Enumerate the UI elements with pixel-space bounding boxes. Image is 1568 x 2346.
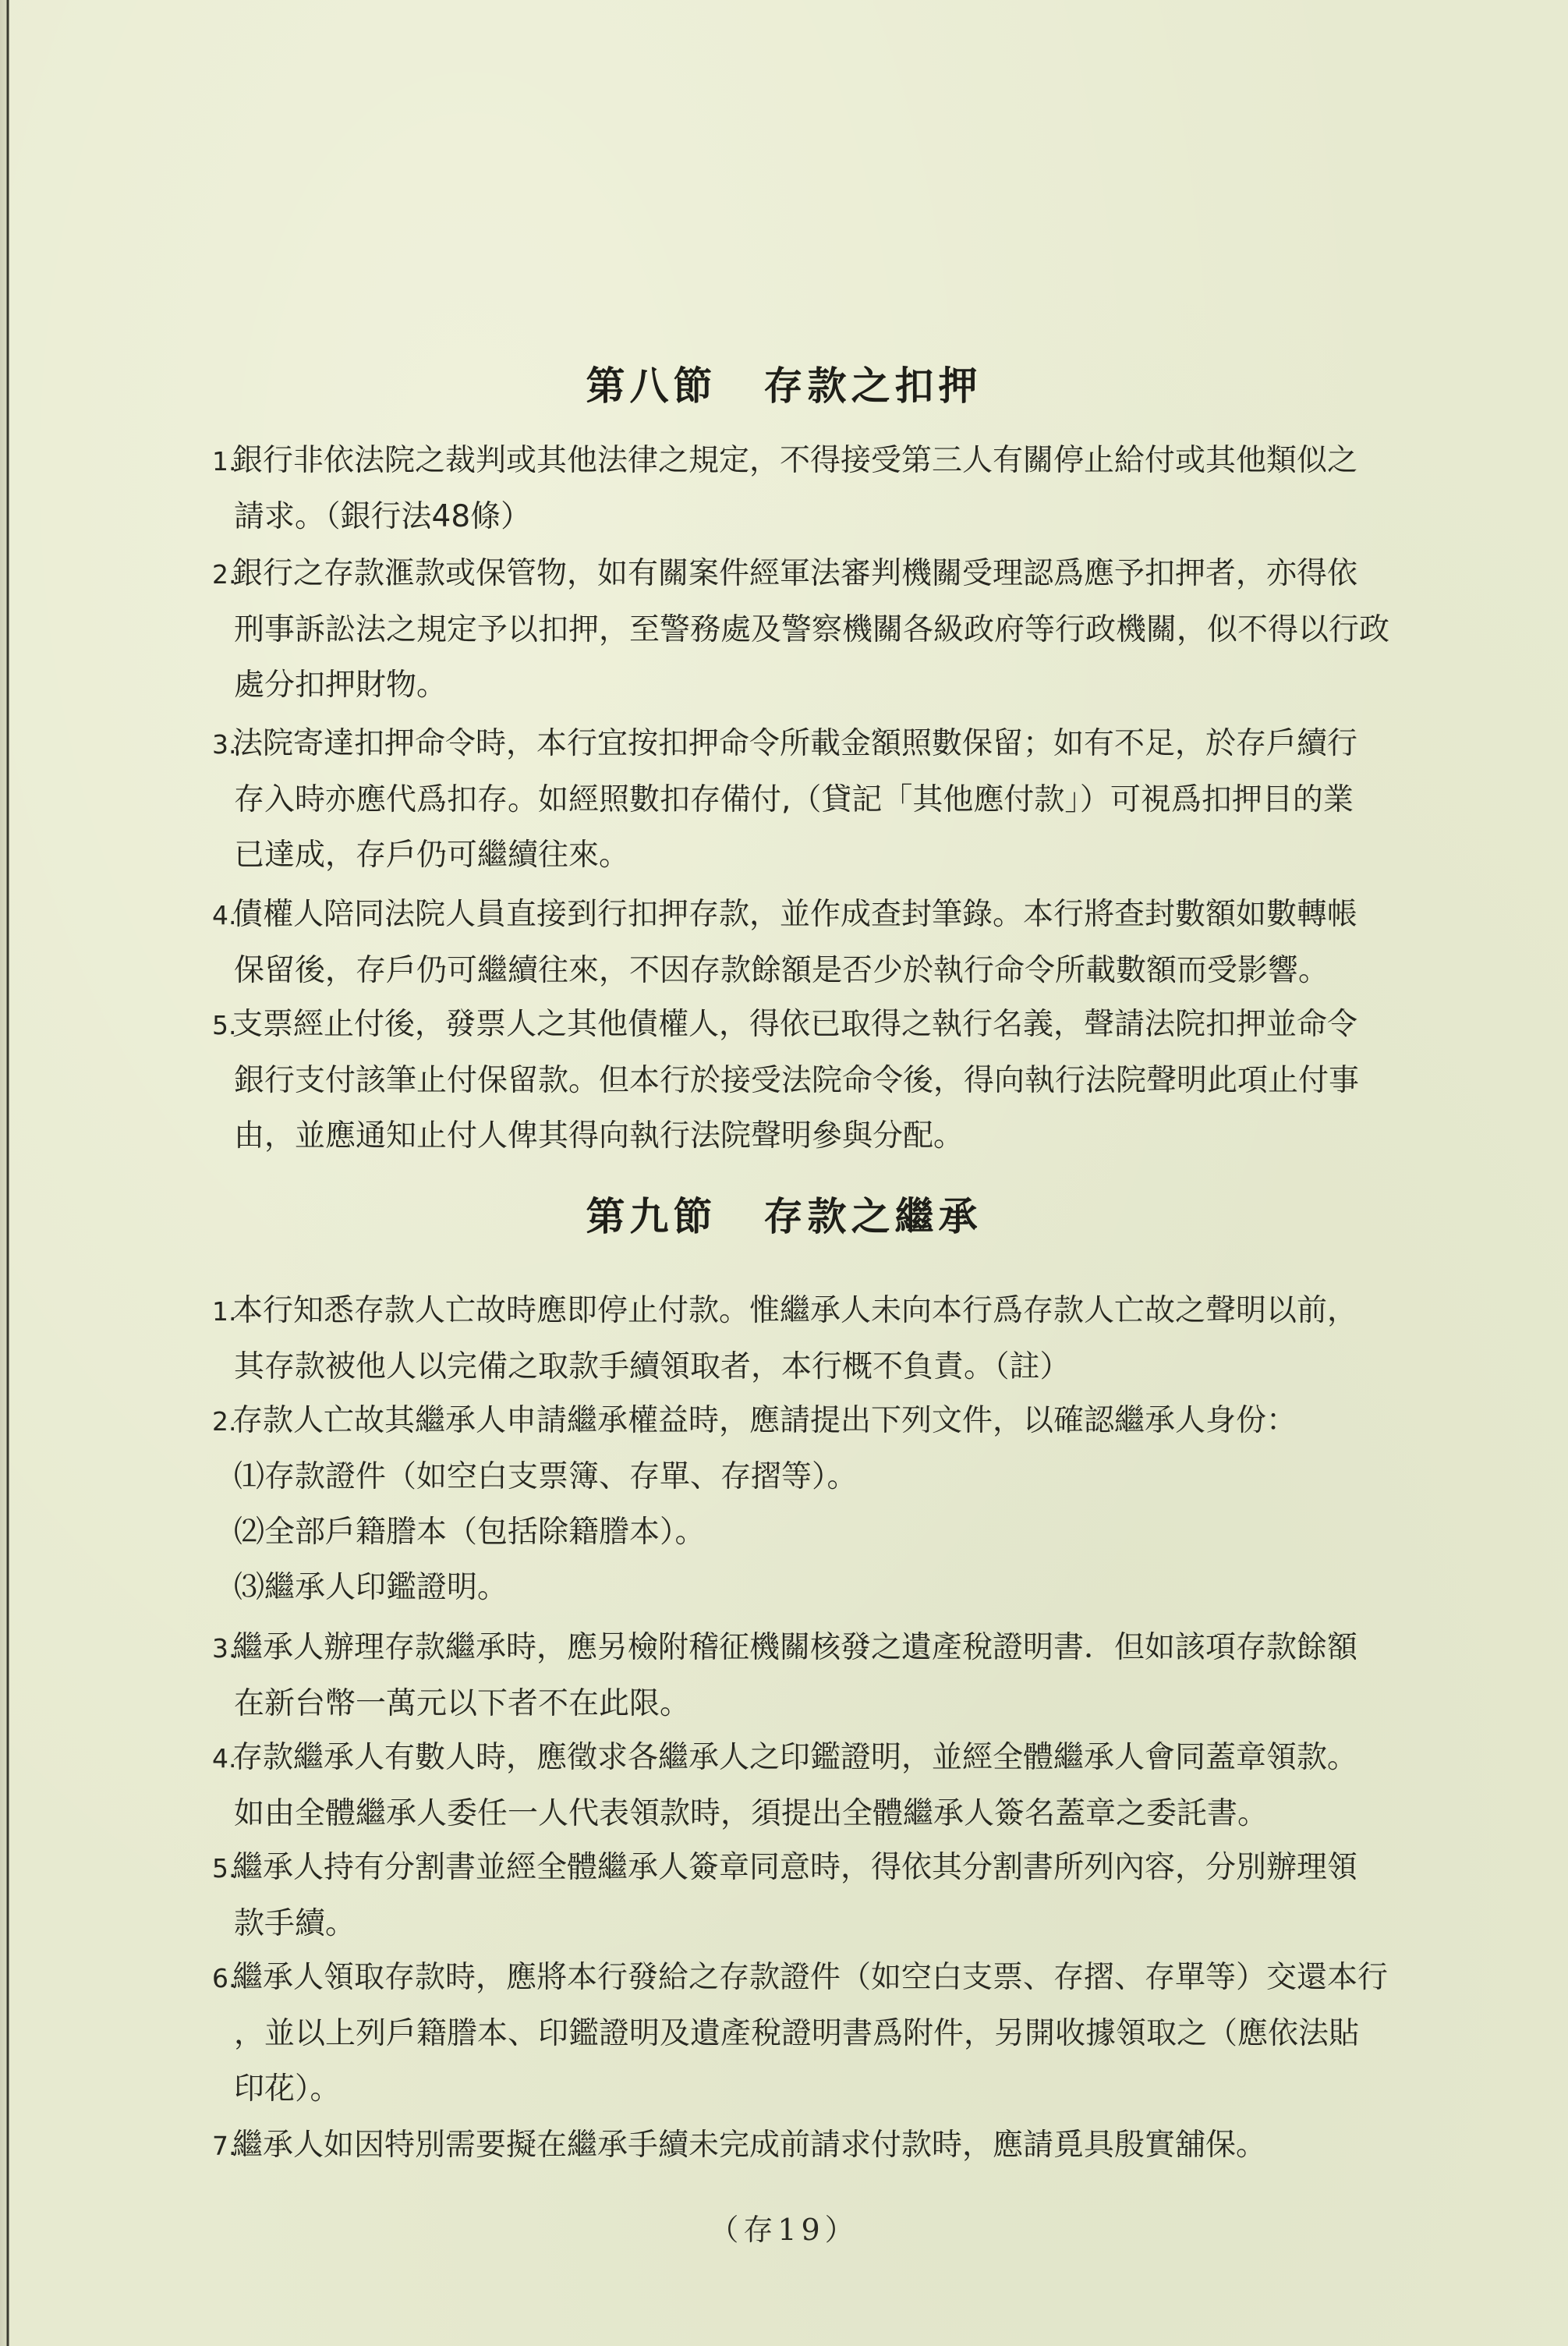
list-item-text: 在新台幣一萬元以下者不在此限。 (234, 1686, 691, 1721)
list-item-line (215, 1896, 1408, 1951)
list-item-text: 款手續。 (234, 1906, 356, 1941)
list-item-line (215, 827, 1408, 883)
list-item-line (215, 943, 1408, 998)
list-item-number: 5. (212, 1010, 237, 1040)
list-item (212, 1393, 1408, 1615)
list-item-line (212, 1393, 1408, 1449)
list-item (212, 2117, 1408, 2174)
list-item (212, 1283, 1408, 1394)
list-item-line (215, 1560, 1408, 1615)
list-item-number: 3. (212, 729, 237, 760)
list-item-line (215, 772, 1408, 827)
list-item-text: 保留後，存戶仍可繼續往來，不因存款餘額是否少於執行命令所載數額而受影響。 (234, 953, 1329, 988)
section-8-number: 第八節 (586, 363, 717, 409)
section-9-heading (0, 1185, 1568, 1242)
list-item-line (212, 716, 1408, 772)
page-binding-edge (0, 0, 9, 2346)
list-item-text: ⑶繼承人印鑑證明。 (234, 1570, 508, 1605)
list-item (212, 1730, 1408, 1841)
list-item-number: 1. (212, 1296, 237, 1327)
list-item (212, 1620, 1408, 1731)
list-item-text: 由，並應通知止付人俾其得向執行法院聲明參與分配。 (234, 1118, 965, 1154)
list-item-text: 其存款被他人以完備之取款手續領取者，本行概不負責。（註） (234, 1349, 1071, 1384)
list-item-text: 存款繼承人有數人時，應徵求各繼承人之印鑑證明，並經全體繼承人會同蓋章領款。 (232, 1740, 1358, 1775)
list-item (212, 433, 1408, 544)
list-item-line (215, 657, 1408, 713)
list-item-line (215, 1053, 1408, 1108)
section-8-heading (0, 355, 1568, 411)
list-item-number: 6. (212, 1963, 237, 1993)
list-item-line (215, 1339, 1408, 1394)
list-item-number: 2. (212, 559, 237, 590)
list-item-text: ⑴存款證件（如空白支票簿、存單、存摺等）。 (234, 1459, 858, 1494)
list-item-line (212, 1283, 1408, 1339)
list-item-text: 法院寄達扣押命令時，本行宜按扣押命令所載金額照數保留；如有不足，於存戶續行 (232, 726, 1358, 761)
list-item-number: 5. (212, 1853, 237, 1884)
list-item (212, 1840, 1408, 1951)
list-item-line (215, 1449, 1408, 1504)
list-item (212, 997, 1408, 1164)
list-item-line (215, 489, 1408, 544)
list-item-text: 銀行非依法院之裁判或其他法律之規定，不得接受第三人有關停止給付或其他類似之 (232, 443, 1358, 478)
list-item-line (215, 1786, 1408, 1841)
list-item-text: 存款人亡故其繼承人申請繼承權益時，應請提出下列文件，以確認繼承人身份： (232, 1403, 1297, 1438)
section-9-number: 第九節 (586, 1193, 717, 1239)
list-item-line (215, 602, 1408, 657)
list-item-line (212, 887, 1408, 943)
list-item-line (212, 1730, 1408, 1786)
list-item-text: 繼承人持有分割書並經全體繼承人簽章同意時，得依其分割書所列內容，分別辦理領 (232, 1850, 1358, 1885)
list-item-text: 已達成，存戶仍可繼續往來。 (234, 838, 630, 873)
list-item-line (212, 546, 1408, 602)
list-item-text: 支票經止付後，發票人之其他債權人，得依已取得之執行名義，聲請法院扣押並命令 (232, 1007, 1358, 1042)
list-item-text: 繼承人領取存款時，應將本行發給之存款證件（如空白支票、存摺、存單等）交還本行 (232, 1960, 1389, 1995)
section-8-title: 存款之扣押 (763, 363, 982, 409)
list-item-text: 存入時亦應代爲扣存。如經照數扣存備付,（貸記「其他應付款」）可視爲扣押目的業 (234, 782, 1354, 817)
page-number: （存19） (709, 2213, 859, 2247)
list-item-number: 2. (212, 1406, 237, 1437)
list-item-text: 如由全體繼承人委任一人代表領款時，須提出全體繼承人簽名蓋章之委託書。 (234, 1796, 1269, 1831)
list-item-text: 處分扣押財物。 (234, 668, 448, 703)
list-item-line (215, 1504, 1408, 1560)
list-item-line (212, 1950, 1408, 2006)
list-item-number: 7. (212, 2131, 237, 2161)
list-item-text: 繼承人如因特別需要擬在繼承手續未完成前請求付款時，應請覓具殷實舖保。 (232, 2128, 1267, 2163)
list-item (212, 1950, 1408, 2117)
list-item-number: 1. (212, 446, 237, 477)
list-item-line (212, 1840, 1408, 1896)
list-item-text: 請求。（銀行法48條） (234, 499, 532, 534)
list-item (212, 887, 1408, 998)
list-item-number: 4. (212, 1743, 237, 1774)
list-item-text: 繼承人辦理存款繼承時，應另檢附稽征機關核發之遺產稅證明書．但如該項存款餘額 (232, 1630, 1358, 1665)
list-item-number: 3. (212, 1633, 237, 1664)
list-item-text: 債權人陪同法院人員直接到行扣押存款，並作成查封筆錄。本行將查封數額如數轉帳 (232, 897, 1358, 932)
list-item-text: 本行知悉存款人亡故時應即停止付款。惟繼承人未向本行爲存款人亡故之聲明以前， (232, 1293, 1358, 1328)
list-item-line (215, 2006, 1408, 2061)
list-item (212, 546, 1408, 713)
list-item-line (215, 1108, 1408, 1164)
list-item-text: 銀行之存款滙款或保管物，如有關案件經軍法審判機關受理認爲應予扣押者，亦得依 (232, 556, 1358, 591)
list-item-text: 刑事訴訟法之規定予以扣押，至警務處及警察機關各級政府等行政機關，似不得以行政 (234, 612, 1390, 647)
list-item-text: ，並以上列戶籍謄本、印鑑證明及遺產稅證明書爲附件，另開收據領取之（應依法貼 (234, 2016, 1360, 2051)
list-item-line (212, 433, 1408, 489)
list-item-line (212, 1620, 1408, 1676)
list-item-line (212, 997, 1408, 1053)
list-item (212, 716, 1408, 883)
list-item-number: 4. (212, 900, 237, 930)
list-item-line (215, 1676, 1408, 1731)
list-item-line (212, 2117, 1408, 2174)
section-9-title: 存款之繼承 (763, 1193, 982, 1239)
list-item-line (215, 2061, 1408, 2117)
list-item-text: ⑵全部戶籍謄本（包括除籍謄本）。 (234, 1515, 706, 1550)
list-item-text: 銀行支付該筆止付保留款。但本行於接受法院命令後，得向執行法院聲明此項止付事 (234, 1063, 1360, 1098)
list-item-text: 印花）。 (234, 2071, 341, 2107)
